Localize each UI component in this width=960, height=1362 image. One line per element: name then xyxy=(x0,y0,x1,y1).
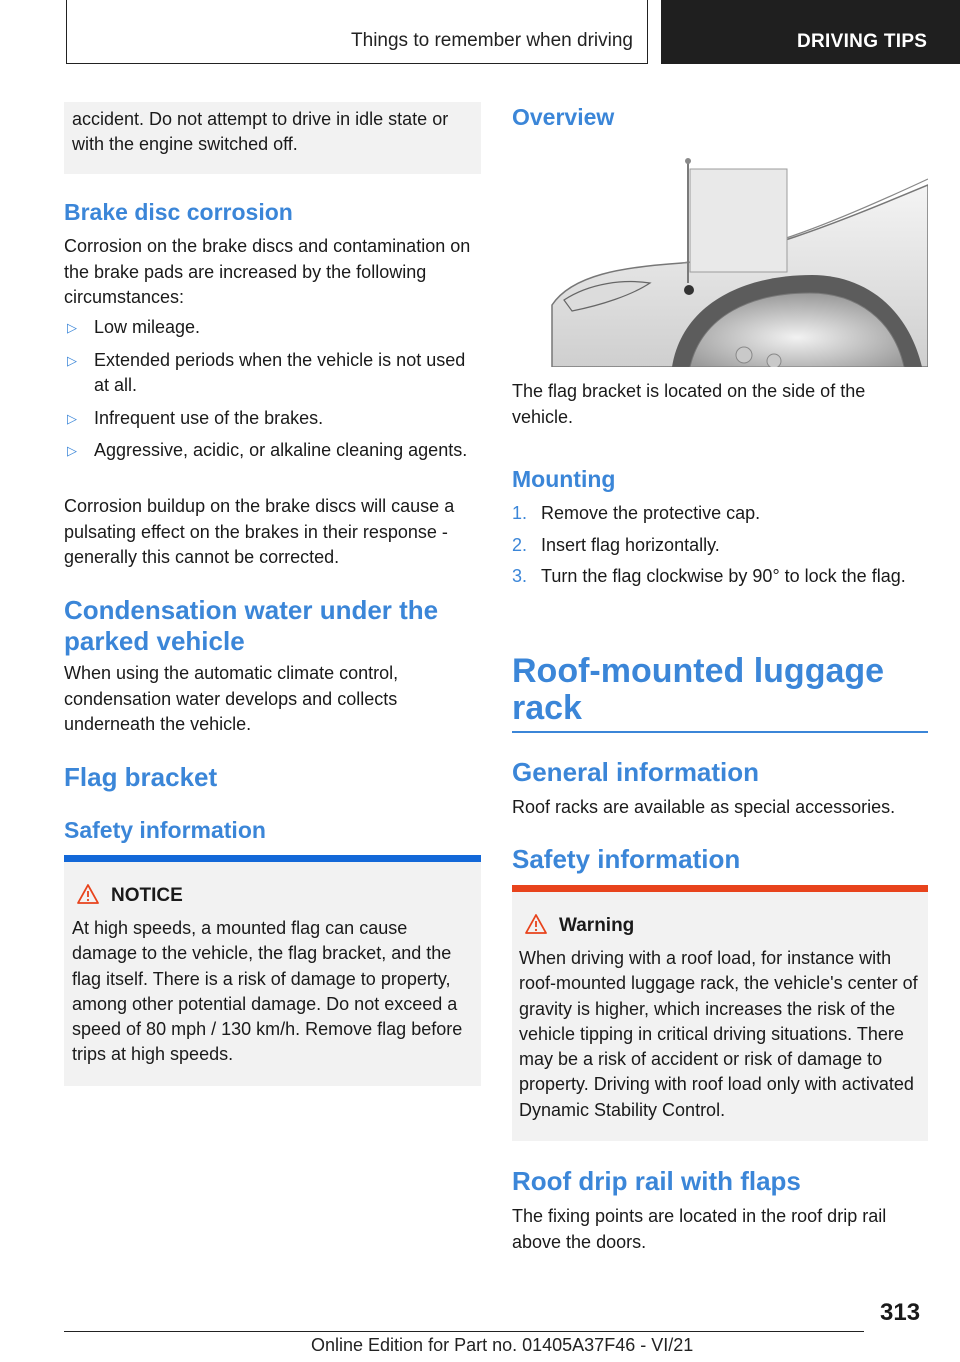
mounting-steps xyxy=(512,501,928,596)
heading-rule xyxy=(512,731,928,733)
drip-rail-text: The fixing points are located in the roof drip rail above the doors. xyxy=(512,1206,887,1252)
brake-bullet-list xyxy=(64,315,480,471)
notice-box xyxy=(64,855,481,1086)
notice-bar xyxy=(64,855,481,862)
flag-bracket-heading: Flag bracket xyxy=(64,762,218,792)
list-item: ▷ Infrequent use of the brakes. xyxy=(64,406,480,432)
list-item: 3. Turn the flag clockwise by 90° to lock the flag. xyxy=(512,566,906,586)
roof-safety-heading: Safety information xyxy=(512,844,741,874)
notice-text: At high speeds, a mounted flag can cause damage to the vehicle, the flag bracket, and the flag itself. There is a risk of damage to property, among other potential damage. Do not exceed a speed of 80 mph / 130 km/h. Remove flag before trips at high speeds. xyxy=(72,918,463,1065)
notice-title: NOTICE xyxy=(111,885,183,906)
chapter-tab xyxy=(661,0,960,64)
list-item: ▷ Low mileage. xyxy=(64,315,480,341)
chapter-tab-label: DRIVING TIPS xyxy=(797,31,928,52)
edition-note: Online Edition for Part no. 01405A37F46 - VI/21 xyxy=(311,1335,694,1355)
list-item: 2. Insert flag horizontally. xyxy=(512,534,720,555)
warning-text: When driving with a roof load, for instance with roof-mounted luggage rack, the vehicle's center of gravity is higher, which increases the risk of the vehicle tipping in critical driving situations. There may be a risk of accident or risk of damage to property. Driving with roof load only with activated Dynamic Stability Control. xyxy=(519,948,918,1120)
running-header xyxy=(66,0,648,64)
overview-heading: Overview xyxy=(512,104,615,130)
triangle-bullet-icon: ▷ xyxy=(67,410,77,426)
section-title: Things to remember when driving xyxy=(351,30,633,51)
warning-triangle-icon xyxy=(525,914,547,934)
footer-rule xyxy=(64,1331,864,1332)
general-info-text: Roof racks are available as special accessories. xyxy=(512,797,896,817)
mounting-heading: Mounting xyxy=(512,466,616,492)
triangle-bullet-icon: ▷ xyxy=(67,443,77,458)
condensation-text: When using the automatic climate control, condensation water develops and collects underneath the vehicle. xyxy=(64,663,399,734)
brake-heading: Brake disc corrosion xyxy=(64,199,293,225)
warning-box xyxy=(512,885,928,1141)
overview-caption: The flag bracket is located on the side of the vehicle. xyxy=(512,381,866,427)
warning-title: Warning xyxy=(559,915,635,936)
brake-intro: Corrosion on the brake discs and contamination on the brake pads are increased by the following circumstances: xyxy=(64,236,471,307)
flag-bracket-illustration xyxy=(512,155,928,367)
brake-outro: Corrosion buildup on the brake discs will cause a pulsating effect on the brakes in their response - generally this cannot be corrected. xyxy=(64,496,455,567)
roof-rack-heading: Roof-mounted luggage rack xyxy=(512,652,885,727)
flag-safety-heading: Safety information xyxy=(64,817,266,843)
triangle-bullet-icon: ▷ xyxy=(67,352,77,368)
condensation-heading: Condensation water under the parked vehicle xyxy=(64,595,439,656)
list-item: ▷ Extended periods when the vehicle is not used at all. xyxy=(67,349,466,395)
list-item: ▷ Aggressive, acidic, or alkaline cleaning agents. xyxy=(64,438,480,464)
general-info-heading: General information xyxy=(512,757,760,787)
warning-triangle-icon xyxy=(77,884,99,904)
continued-warning-box xyxy=(64,102,481,174)
page-number: 313 xyxy=(880,1299,921,1326)
triangle-bullet-icon: ▷ xyxy=(67,320,77,335)
drip-rail-heading: Roof drip rail with flaps xyxy=(512,1166,801,1196)
list-item: 1. Remove the protective cap. xyxy=(512,503,761,523)
warning-bar xyxy=(512,885,928,892)
continued-text: accident. Do not attempt to drive in idle state or with the engine switched off. xyxy=(72,109,449,154)
